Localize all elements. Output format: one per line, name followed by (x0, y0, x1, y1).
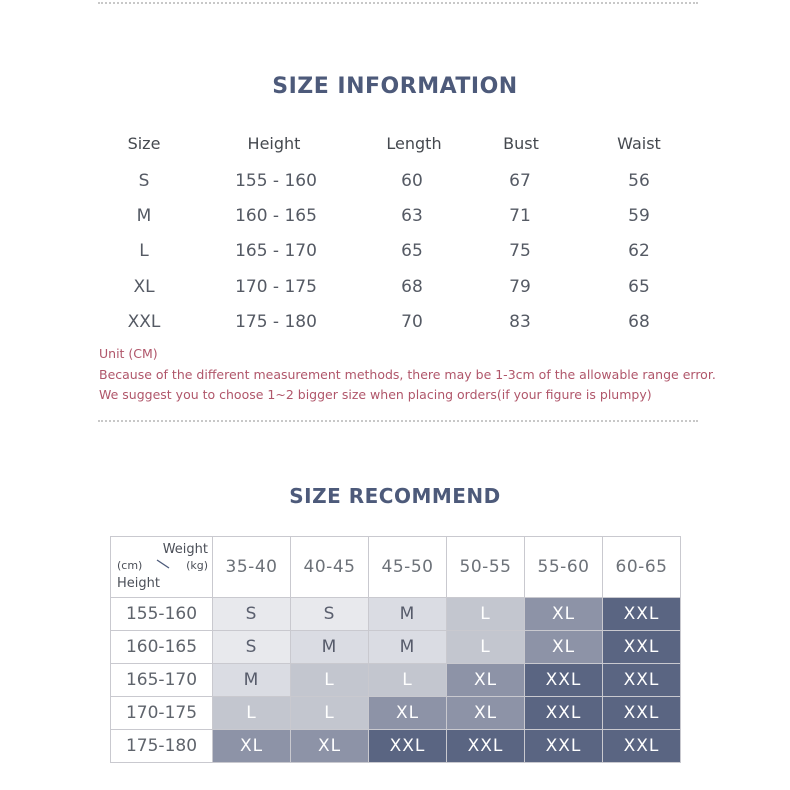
size-cell: XL (447, 664, 525, 697)
bust-cell: 79 (509, 277, 531, 297)
height-cell: 165 - 170 (235, 241, 317, 261)
measurement-error-note: Because of the different measurement methods, there may be 1-3cm of the allowable range error. (99, 367, 716, 382)
weight-column-header: 60-65 (603, 537, 681, 598)
waist-cell: 59 (628, 206, 650, 226)
size-cell: L (139, 241, 149, 261)
size-cell: XXL (525, 697, 603, 730)
diagonal-slash-icon (156, 559, 170, 569)
size-cell: XL (369, 697, 447, 730)
header-waist: Waist (617, 134, 661, 153)
size-cell: XXL (603, 697, 681, 730)
table-row (0, 277, 790, 307)
table-row (0, 171, 790, 201)
size-cell: XL (133, 277, 155, 297)
size-cell: S (213, 598, 291, 631)
table-row (111, 697, 681, 730)
table-row (111, 598, 681, 631)
size-cell: XL (213, 730, 291, 763)
size-cell: XL (291, 730, 369, 763)
size-cell: S (213, 631, 291, 664)
length-cell: 70 (401, 312, 423, 332)
header-size: Size (127, 134, 161, 153)
size-cell: S (291, 598, 369, 631)
height-row-header: 175-180 (111, 730, 213, 763)
cm-unit-label: (cm) (117, 559, 143, 572)
size-cell: L (291, 664, 369, 697)
length-cell: 65 (401, 241, 423, 261)
size-cell: L (447, 631, 525, 664)
header-bust: Bust (503, 134, 539, 153)
bust-cell: 67 (509, 171, 531, 191)
size-cell: XXL (603, 730, 681, 763)
weight-axis-label: Weight (162, 542, 208, 557)
size-table-header (0, 134, 790, 164)
size-cell: M (291, 631, 369, 664)
height-row-header: 165-170 (111, 664, 213, 697)
size-cell: M (213, 664, 291, 697)
header-height: Height (247, 134, 301, 153)
bust-cell: 75 (509, 241, 531, 261)
weight-header-row (111, 537, 681, 598)
height-cell: 155 - 160 (235, 171, 317, 191)
size-cell: XL (525, 598, 603, 631)
top-dotted-divider (98, 2, 698, 4)
size-cell: L (447, 598, 525, 631)
size-cell: XXL (603, 631, 681, 664)
table-row (111, 631, 681, 664)
size-cell: M (369, 631, 447, 664)
middle-dotted-divider (98, 420, 698, 422)
size-suggestion-note: We suggest you to choose 1~2 bigger size when placing orders(if your figure is plumpy) (99, 387, 652, 402)
height-row-header: 160-165 (111, 631, 213, 664)
weight-column-header: 50-55 (447, 537, 525, 598)
table-row (0, 206, 790, 236)
height-cell: 170 - 175 (235, 277, 317, 297)
table-row (111, 730, 681, 763)
height-cell: 175 - 180 (235, 312, 317, 332)
waist-cell: 68 (628, 312, 650, 332)
size-cell: L (291, 697, 369, 730)
size-cell: XXL (603, 664, 681, 697)
header-length: Length (386, 134, 442, 153)
weight-column-header: 45-50 (369, 537, 447, 598)
table-row (0, 312, 790, 342)
bust-cell: 71 (509, 206, 531, 226)
size-cell: XXL (127, 312, 161, 332)
height-cell: 160 - 165 (235, 206, 317, 226)
size-cell: XXL (447, 730, 525, 763)
weight-column-header: 40-45 (291, 537, 369, 598)
size-cell: S (138, 171, 150, 191)
size-cell: XXL (525, 730, 603, 763)
height-axis-label: Height (117, 576, 160, 591)
size-cell: L (369, 664, 447, 697)
size-recommend-title: SIZE RECOMMEND (289, 484, 501, 508)
bust-cell: 83 (509, 312, 531, 332)
size-cell: XXL (603, 598, 681, 631)
weight-column-header: 35-40 (213, 537, 291, 598)
table-row (111, 664, 681, 697)
waist-cell: 56 (628, 171, 650, 191)
corner-cell (111, 537, 213, 598)
size-cell: L (213, 697, 291, 730)
table-row (0, 241, 790, 271)
weight-column-header: 55-60 (525, 537, 603, 598)
length-cell: 60 (401, 171, 423, 191)
length-cell: 68 (401, 277, 423, 297)
height-row-header: 170-175 (111, 697, 213, 730)
size-cell: M (369, 598, 447, 631)
size-recommend-table (110, 536, 681, 763)
kg-unit-label: (kg) (186, 559, 208, 572)
size-cell: M (136, 206, 152, 226)
size-cell: XXL (369, 730, 447, 763)
unit-note: Unit (CM) (99, 346, 158, 361)
length-cell: 63 (401, 206, 423, 226)
waist-cell: 65 (628, 277, 650, 297)
size-cell: XL (447, 697, 525, 730)
waist-cell: 62 (628, 241, 650, 261)
height-row-header: 155-160 (111, 598, 213, 631)
size-information-title: SIZE INFORMATION (272, 74, 518, 99)
size-cell: XXL (525, 664, 603, 697)
size-cell: XL (525, 631, 603, 664)
